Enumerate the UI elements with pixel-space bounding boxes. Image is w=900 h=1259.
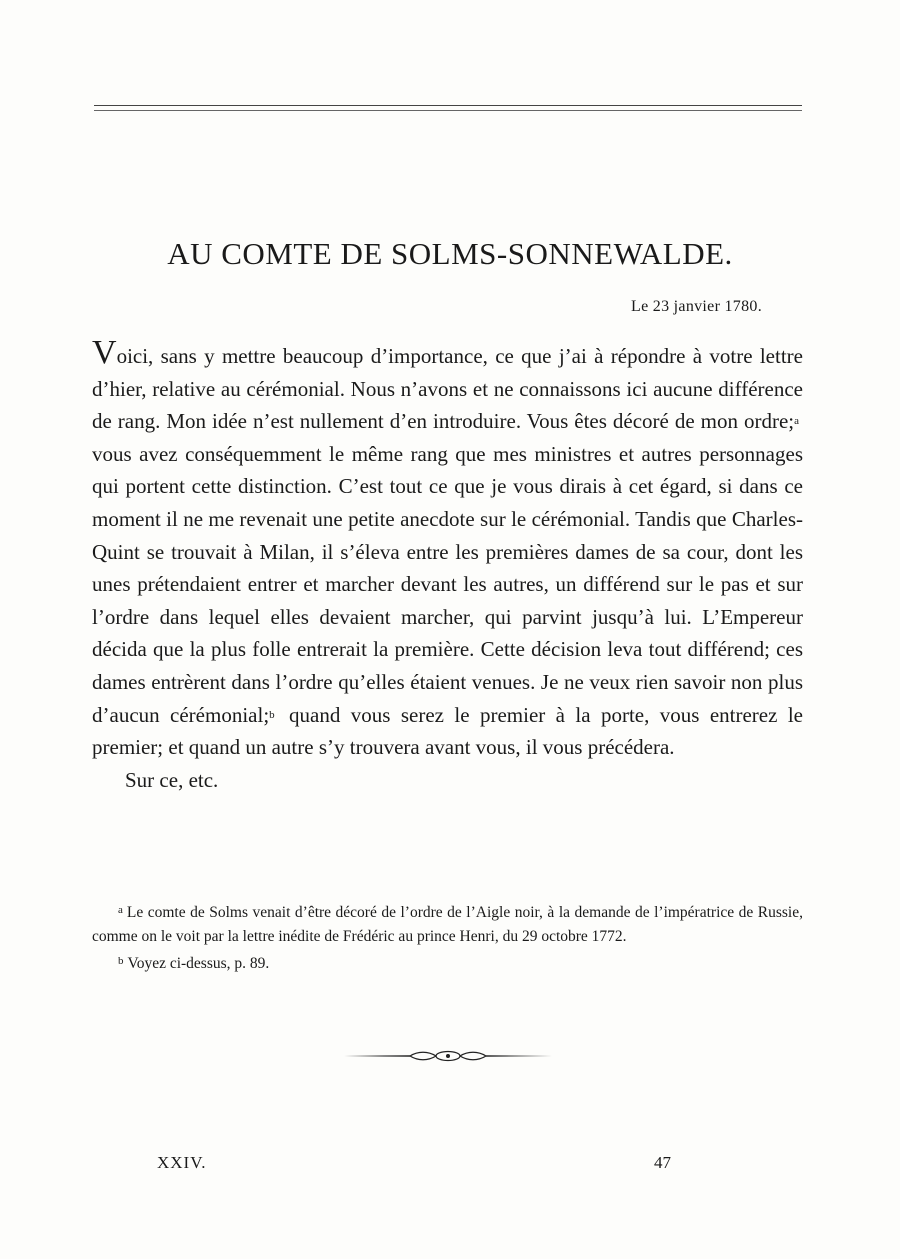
paragraph-text-part-1: oici, sans y mettre beaucoup d’importance, ce que j’ai à répondre à votre lettre d’hier, relative au cérémonial. Nous n’avons et ne connaissons ici aucune différence de rang. Mon idée n’est nullement d’en introduire. Vous êtes décoré de mon ordre; [92, 344, 803, 434]
letter-title: AU COMTE DE SOLMS-SONNEWALDE. [167, 236, 733, 271]
ornament-divider [344, 1047, 552, 1065]
volume-number: XXIV. [157, 1153, 207, 1172]
letter-closing: Sur ce, etc. [125, 767, 219, 792]
top-double-rule [94, 104, 802, 114]
page-number: 47 [654, 1153, 671, 1172]
footnote-text: Le comte de Solms venait d’être décoré de l’ordre de l’Aigle noir, à la demande de l’impératrice de Russie, comme on le voit par la lettre inédite de Frédéric au prince Henri, du 29 octobre 1772. [92, 904, 803, 945]
drop-cap: V [92, 334, 117, 371]
paragraph-text-part-3: quand vous serez le premier à la porte, vous entrerez le premier; et quand un autre s’y trouvera avant vous, il vous précédera. [92, 702, 803, 760]
footnote-ref-a: a [794, 415, 799, 428]
footnote-ref-b: b [269, 708, 275, 721]
footnote-mark: b [118, 955, 124, 967]
letter-date: Le 23 janvier 1780. [631, 298, 762, 315]
top-rule-line-thin [94, 110, 802, 111]
footnote-text: Voyez ci-dessus, p. 89. [127, 955, 270, 972]
letter-paragraph [92, 336, 803, 764]
footnote-a [92, 898, 803, 949]
paragraph-text-part-2: vous avez conséquemment le même rang que mes ministres et autres personnages qui portent cette distinction. C’est tout ce que je vous dirais à cet égard, si dans ce moment il ne me revenait une petite anecdote sur le cérémonial. Tandis que Charles-Quint se trouvait à Milan, il s’éleva entre les premières dames de sa cour, dont les unes prétendaient entrer et marcher devant les autres, un différend sur le pas et sur l’ordre dans lequel elles devaient marcher, qui parvint jusqu’à lui. L’Empereur décida que la plus folle entrerait la première. Cette décision leva tout différend; ces dames entrèrent dans l’ordre qu’elles étaient venues. Je ne veux rien savoir non plus d’aucun cérémonial; [92, 441, 803, 727]
footnote-mark: a [118, 904, 123, 916]
top-rule-line-thick [94, 105, 802, 106]
footnotes [92, 898, 803, 976]
footnote-b [92, 949, 803, 976]
letter-body [92, 336, 803, 796]
